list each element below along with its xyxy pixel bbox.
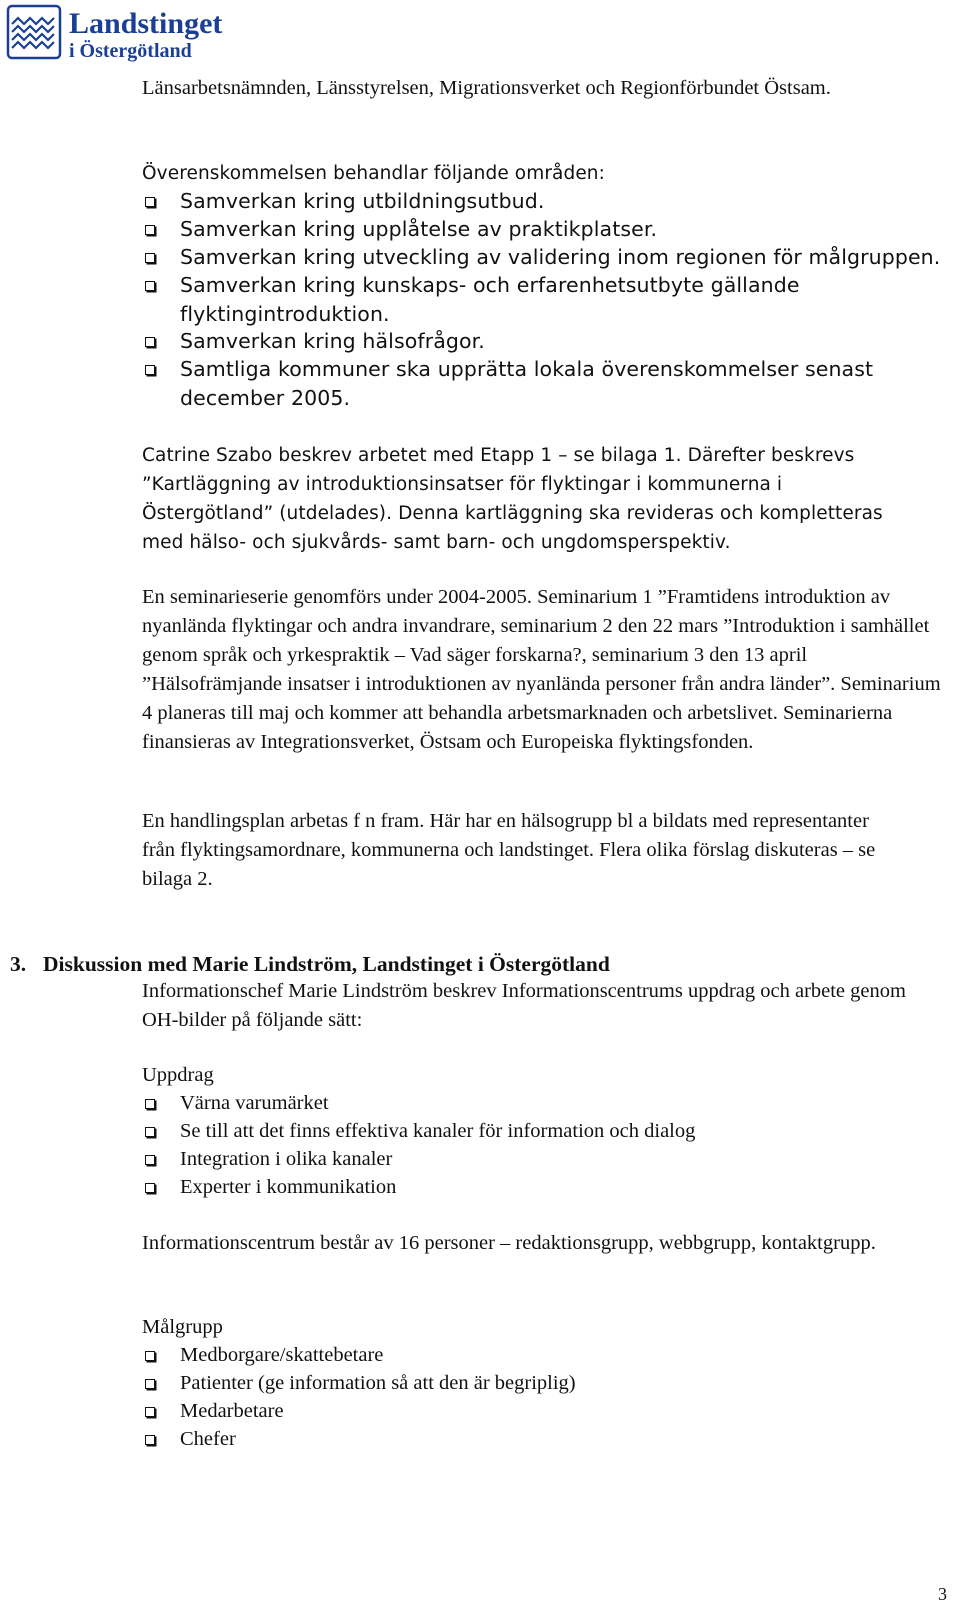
seminar-paragraph: En seminarieserie genomförs under 2004-2005. Seminarium 1 ”Framtidens introduktion av nyanlända flyktingar och andra invandrare, seminarium 2 den 22 mars ”Introduktion i samhället genom språk och yrkespraktik – Vad säger forskarna?, seminarium 3 den 13 april ”Hälsofrämjande insatser i introduktionen av nyanlända personer från andra länder”. Seminarium 4 planeras till maj och kommer att behandla arbetsmarknaden och arbetslivet. Seminarierna finansieras av Integrationsverket, Östsam och Europeiska flyktingsfonden. <box>142 586 941 753</box>
checkbox-bullet-icon <box>145 281 155 291</box>
list-item: Samverkan kring upplåtelse av praktikplatser. <box>142 215 942 244</box>
checkbox-bullet-icon <box>145 365 155 375</box>
checkbox-bullet-icon <box>145 1351 155 1361</box>
list-item: Patienter (ge information så att den är begriplig) <box>142 1369 942 1398</box>
checkbox-bullet-icon <box>145 1435 155 1445</box>
list-item: Samverkan kring utveckling av validering inom regionen för målgruppen. <box>142 243 942 272</box>
list-item: Samverkan kring hälsofrågor. <box>142 327 942 356</box>
checkbox-bullet-icon <box>145 253 155 263</box>
uppdrag-heading: Uppdrag <box>142 1064 214 1086</box>
malgrupp-heading: Målgrupp <box>142 1316 223 1338</box>
logo-line2: i Östergötland <box>69 40 192 62</box>
checkbox-bullet-icon <box>145 1127 155 1137</box>
section-title: Diskussion med Marie Lindström, Landstinget i Östergötland <box>43 952 610 976</box>
catrine-paragraph: Catrine Szabo beskrev arbetet med Etapp 1 – se bilaga 1. Därefter beskrevs ”Kartläggning av introduktionsinsatser för flyktingar i kommunerna i Östergötland” (utdelades). Denna kartläggning ska revideras och kompletteras med hälso- och sjukvårds- samt barn- och ungdomsperspektiv. <box>142 445 883 553</box>
logo-line1: Landstinget <box>69 7 223 40</box>
logo-emblem-icon <box>6 4 246 62</box>
list-item: Integration i olika kanaler <box>142 1145 942 1174</box>
landstinget-logo <box>6 4 246 62</box>
list-item: Samtliga kommuner ska upprätta lokala överenskommelser senast december 2005. <box>142 355 942 413</box>
section-number: 3. <box>10 952 27 976</box>
checkbox-bullet-icon <box>145 197 155 207</box>
checkbox-bullet-icon <box>145 1183 155 1193</box>
list-item: Medarbetare <box>142 1397 942 1426</box>
page-number: 3 <box>938 1584 947 1604</box>
list-item: Experter i kommunikation <box>142 1173 942 1202</box>
info-paragraph: Informationschef Marie Lindström beskrev Informationscentrums uppdrag och arbete genom OH-bilder på följande sätt: <box>142 980 906 1031</box>
checkbox-bullet-icon <box>145 1407 155 1417</box>
list-item: Se till att det finns effektiva kanaler för information och dialog <box>142 1117 942 1146</box>
checkbox-bullet-icon <box>145 225 155 235</box>
list-item: Värna varumärket <box>142 1089 942 1118</box>
action-plan-paragraph: En handlingsplan arbetas f n fram. Här har en hälsogrupp bl a bildats med representanter från flyktingsamordnare, kommunerna och landstinget. Flera olika förslag diskuteras – se bilaga 2. <box>142 810 876 890</box>
list-item: Samverkan kring kunskaps- och erfarenhetsutbyte gällande flyktingintroduktion. <box>142 271 942 329</box>
list-item: Chefer <box>142 1425 942 1454</box>
agreement-heading: Överenskommelsen behandlar följande områden: <box>142 163 605 184</box>
centrum-paragraph: Informationscentrum består av 16 personer – redaktionsgrupp, webbgrupp, kontaktgrupp. <box>142 1232 876 1254</box>
list-item: Samverkan kring utbildningsutbud. <box>142 187 942 216</box>
checkbox-bullet-icon <box>145 1155 155 1165</box>
intro-paragraph: Länsarbetsnämnden, Länsstyrelsen, Migrationsverket och Regionförbundet Östsam. <box>142 77 831 99</box>
checkbox-bullet-icon <box>145 337 155 347</box>
list-item: Medborgare/skattebetare <box>142 1341 942 1370</box>
checkbox-bullet-icon <box>145 1099 155 1109</box>
checkbox-bullet-icon <box>145 1379 155 1389</box>
